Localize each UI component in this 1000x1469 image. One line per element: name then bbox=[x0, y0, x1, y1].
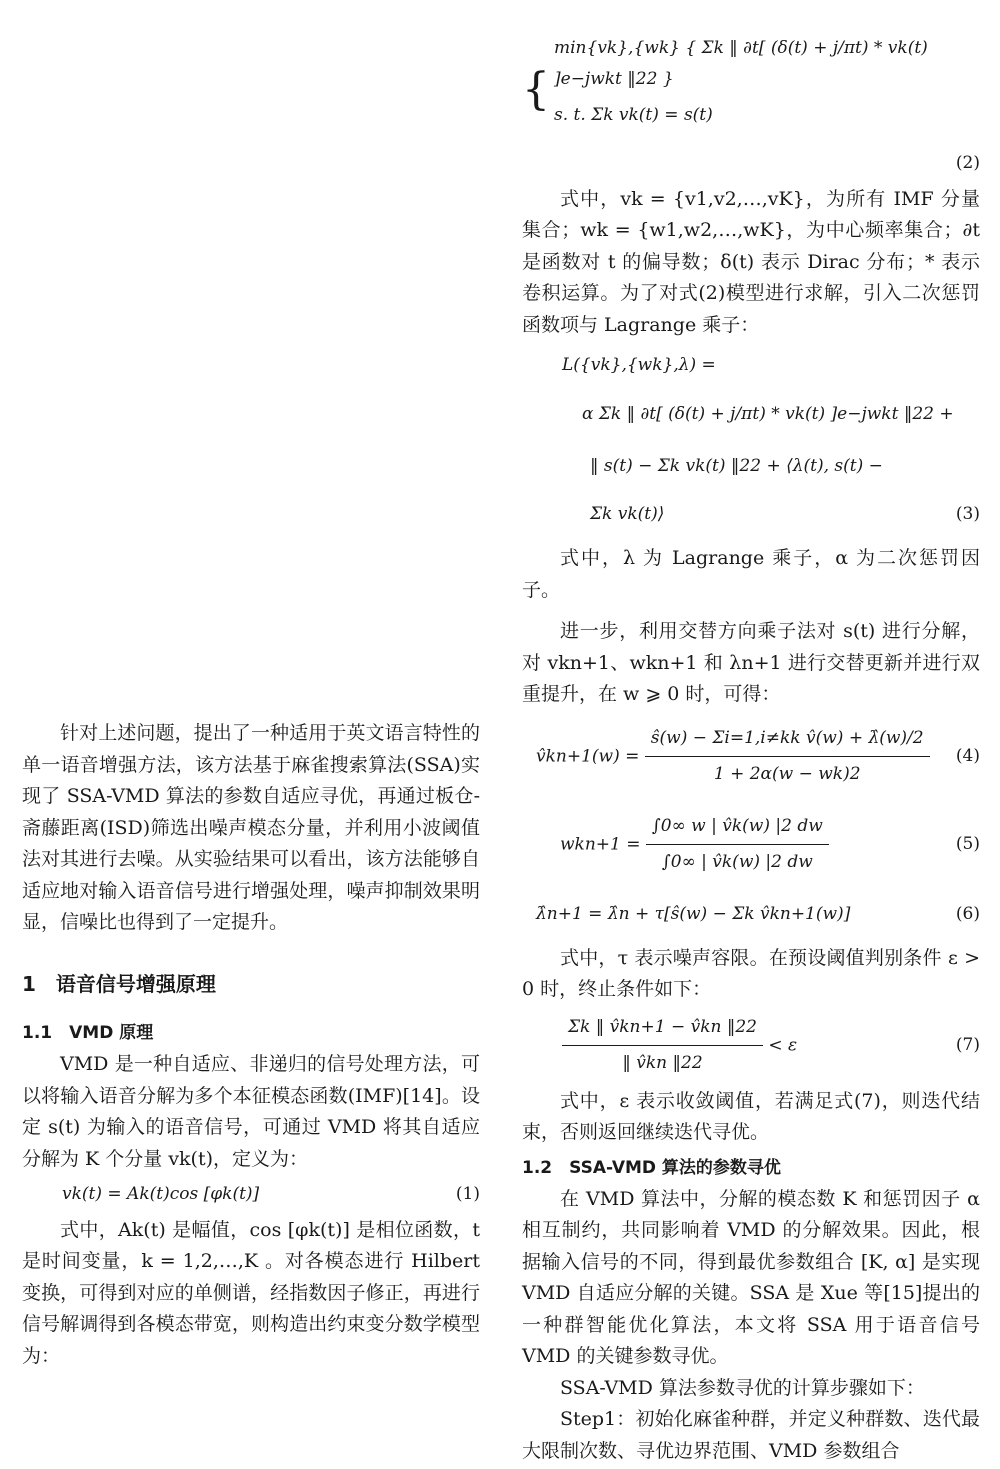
vmd-paragraph: VMD 是一种自适应、非递归的信号处理方法，可以将输入语音分解为多个本征模态函数(IMF)[14]。设定 s(t) 为输入的语音信号，可通过 VMD 将其自适应分解为 K 个分量 vk(t)，定义为： bbox=[22, 1053, 480, 1170]
equation-5-number: (5) bbox=[955, 833, 980, 854]
steps-intro: SSA-VMD 算法参数寻优的计算步骤如下： bbox=[560, 1376, 925, 1399]
equation-5-numerator: ∫0∞ w | v̂k(w) |2 dw bbox=[646, 811, 829, 846]
equation-4-numerator: ŝ(w) − Σi=1,i≠kk v̂(w) + λ̂(w)/2 bbox=[645, 723, 930, 758]
left-column bbox=[22, 718, 480, 1372]
equation-7-rhs: < ε bbox=[768, 1035, 798, 1055]
eq1-explanation: 式中，Ak(t) 是幅值，cos [φk(t)] 是相位函数，t 是时间变量，k = 1,2,…,K 。对各模态进行 Hilbert 变换，可得到对应的单侧谱，经指数因子修正，再进行信号解调得到各模态带宽，则构造出约束变分数学模型为： bbox=[22, 1218, 480, 1367]
equation-6-body: λ̂n+1 = λ̂n + τ[ŝ(w) − Σk v̂kn+1(w)] bbox=[536, 903, 851, 924]
equation-4 bbox=[522, 715, 980, 799]
ssa-paragraph: 在 VMD 算法中，分解的模态数 K 和惩罚因子 α 相互制约，共同影响着 VMD 的分解效果。因此，根据输入信号的不同，得到最优参数组合 [K, α] 是实现 VMD 自适应分解的关键。SSA 是 Xue 等[15]提出的一种群智能优化算法，本文将 SSA 用于语音信号 VMD 的关键参数寻优。 bbox=[522, 1187, 980, 1367]
equation-3 bbox=[522, 345, 980, 539]
equation-3-line-4: Σk vk(t)⟩ bbox=[590, 504, 665, 525]
equation-5 bbox=[522, 803, 980, 887]
equation-7-fraction bbox=[562, 1012, 763, 1080]
eq3-explanation: 式中，λ 为 Lagrange 乘子，α 为二次惩罚因子。 bbox=[522, 547, 980, 601]
equation-3-line-1: L({vk},{wk},λ) = bbox=[562, 355, 716, 376]
equation-2-line-1: min{vk},{wk} { Σk ‖ ∂t[ (δ(t) + j/πt) * vk(t) ]e−jwkt ‖22 } bbox=[554, 37, 928, 89]
equation-4-denominator: 1 + 2α(w − wk)2 bbox=[713, 764, 861, 784]
equation-3-number: (3) bbox=[955, 504, 980, 525]
equation-1 bbox=[22, 1179, 480, 1211]
eq6-explanation: 式中，τ 表示噪声容限。在预设阈值判别条件 ε > 0 时，终止条件如下： bbox=[522, 946, 980, 1000]
equation-5-denominator: ∫0∞ | v̂k(w) |2 dw bbox=[661, 852, 813, 872]
subsection-heading-1-2: 1.2 SSA-VMD 算法的参数寻优 bbox=[522, 1157, 781, 1178]
equation-1-body: vk(t) = Ak(t)cos [φk(t)] bbox=[62, 1184, 260, 1204]
equation-7-number: (7) bbox=[955, 1034, 980, 1055]
admm-paragraph: 进一步，利用交替方向乘子法对 s(t) 进行分解，对 vkn+1、wkn+1 和 λn+1 进行交替更新并进行双重提升，在 w ⩾ 0 时，可得： bbox=[522, 620, 980, 705]
eq2-explanation: 式中，vk = {v1,v2,…,vK}，为所有 IMF 分量集合；wk = {w1,w2,…,wK}，为中心频率集合；∂t 是函数对 t 的偏导数；δ(t) 表示 Dirac 分布；* 表示卷积运算。为了对式(2)模型进行求解，引入二次惩罚函数项与 Lagrange 乘子： bbox=[522, 187, 980, 336]
equation-2-brace: { bbox=[522, 64, 550, 115]
equation-4-fraction bbox=[645, 723, 930, 791]
equation-1-number: (1) bbox=[455, 1184, 480, 1204]
equation-6-number: (6) bbox=[955, 903, 980, 924]
equation-7-numerator: Σk ‖ v̂kn+1 − v̂kn ‖22 bbox=[562, 1012, 763, 1047]
right-column bbox=[522, 0, 980, 1467]
equation-3-line-3: ‖ s(t) − Σk vk(t) ‖22 + ⟨λ(t), s(t) − bbox=[590, 456, 883, 477]
equation-7 bbox=[522, 1010, 980, 1082]
intro-paragraph: 针对上述问题，提出了一种适用于英文语言特性的单一语音增强方法，该方法基于麻雀搜索算法(SSA)实现了 SSA-VMD 算法的参数自适应寻优，再通过板仓-斋藤距离(ISD)筛选出噪声模态分量，并利用小波阈值法对其进行去噪。从实验结果可以看出，该方法能够自适应地对输入语音信号进行增强处理，噪声抑制效果明显，信噪比也得到了一定提升。 bbox=[22, 722, 480, 933]
equation-2-line-2: s. t. Σk vk(t) = s(t) bbox=[554, 105, 713, 126]
section-heading: 1 语音信号增强原理 bbox=[22, 971, 216, 996]
equation-4-number: (4) bbox=[955, 745, 980, 766]
step1-paragraph: Step1：初始化麻雀种群，并定义种群数、迭代最大限制次数、寻优边界范围、VMD 参数组合 bbox=[522, 1408, 980, 1462]
equation-3-line-2: α Σk ‖ ∂t[ (δ(t) + j/πt) * vk(t) ]e−jwkt ‖22 + bbox=[582, 404, 954, 425]
equation-6 bbox=[522, 891, 980, 939]
subsection-heading: 1.1 VMD 原理 bbox=[22, 1023, 154, 1043]
equation-5-lhs: wkn+1 = bbox=[560, 834, 641, 854]
eq7-explanation: 式中，ε 表示收敛阈值，若满足式(7)，则迭代结束，否则返回继续迭代寻优。 bbox=[522, 1089, 980, 1143]
equation-7-denominator: ‖ v̂kn ‖22 bbox=[622, 1053, 703, 1073]
equation-2 bbox=[522, 38, 980, 180]
equation-5-fraction bbox=[646, 811, 829, 879]
equation-2-number: (2) bbox=[955, 153, 980, 173]
equation-4-lhs: v̂kn+1(w) = bbox=[536, 746, 640, 766]
